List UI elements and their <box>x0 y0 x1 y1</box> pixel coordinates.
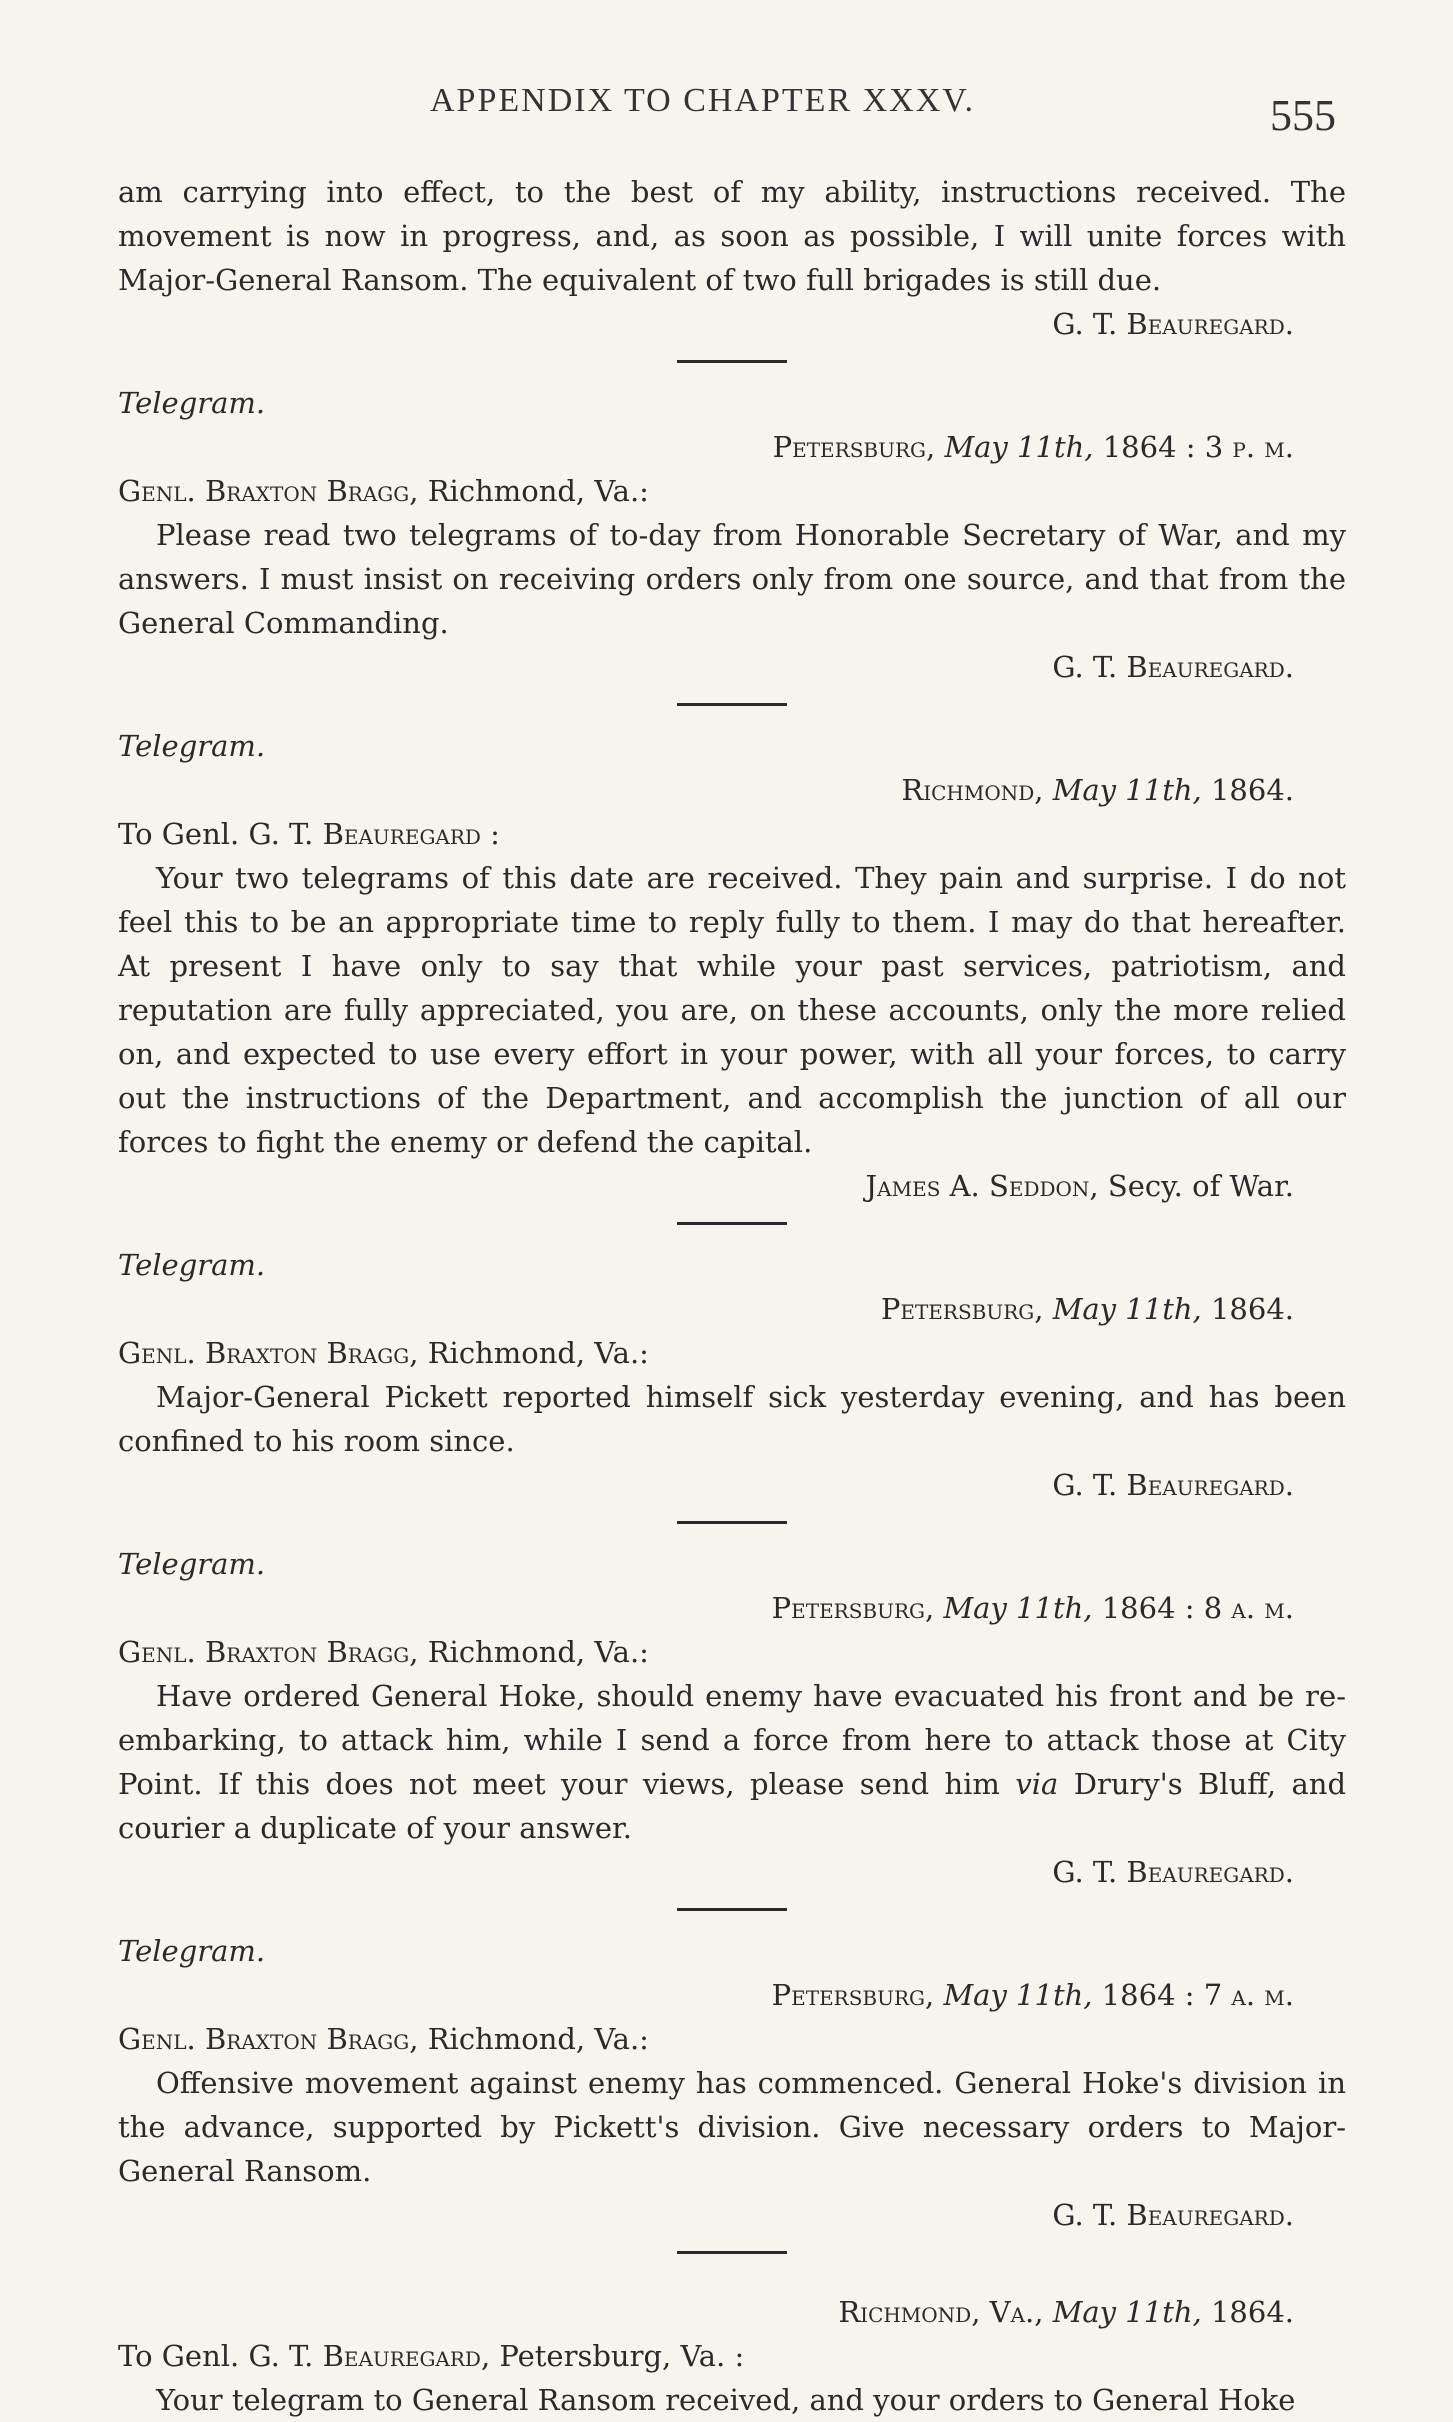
dateline-year: 1864. <box>1210 773 1294 807</box>
text-part: Drury's Bluff, and courier a duplicate of your answer. <box>118 1767 1347 1845</box>
section-divider <box>677 1222 787 1225</box>
section-divider <box>677 1908 787 1911</box>
dateline-place: Petersburg, <box>772 430 936 464</box>
telegram-addressee <box>118 2017 1346 2061</box>
addressee-name: Genl. Braxton Bragg, <box>118 474 419 508</box>
dateline-date: May 11th, <box>943 1591 1093 1625</box>
telegram-3 <box>118 1243 1346 1507</box>
dateline-date: May 11th, <box>944 430 1094 464</box>
telegram-dateline <box>118 1973 1346 2017</box>
intro-signature: G. T. Beauregard. <box>1052 307 1294 341</box>
addressee-name: Genl. Braxton Bragg, <box>118 1635 419 1669</box>
section-divider <box>677 360 787 363</box>
dateline-place: Petersburg, <box>880 1292 1044 1326</box>
addressee-place: Richmond, Va.: <box>427 2022 649 2056</box>
telegram-dateline <box>118 1586 1346 1630</box>
addressee-name: Beauregard : <box>322 817 500 851</box>
telegram-signature: G. T. Beauregard. <box>1052 1855 1294 1889</box>
dateline-year: 1864 : 3 p. m. <box>1102 430 1294 464</box>
addressee-place: Richmond, Va.: <box>427 1336 649 1370</box>
telegram-signature: G. T. Beauregard. <box>1052 1468 1294 1502</box>
telegram-signature: G. T. Beauregard. <box>1052 650 1294 684</box>
addressee-name: Beauregard, <box>322 2339 491 2373</box>
telegram-6 <box>118 2272 1346 2422</box>
section-divider <box>677 2251 787 2254</box>
dateline-year: 1864 : 7 a. m. <box>1101 1978 1294 2012</box>
telegram-text: Please read two telegrams of to-day from Honorable Secretary of War, and my answers. I must insist on receiving orders only from one source, and that from the General Commanding. <box>118 518 1346 640</box>
telegram-1 <box>118 381 1346 689</box>
dateline-date: May 11th, <box>1052 1292 1202 1326</box>
telegram-2 <box>118 724 1346 1208</box>
telegram-text <box>118 1674 1346 1850</box>
telegram-dateline <box>118 768 1346 812</box>
telegram-text: Your two telegrams of this date are received. They pain and surprise. I do not feel this to be an appropriate time to reply fully to them. I may do that hereafter. At present I have only to say that while your past services, patriotism, and reputation are fully appreciated, you are, on these accounts, only the more relied on, and expected to use every effort in your power, with all your forces, to carry out the instructions of the Department, and accomplish the junction of all our forces to fight the enemy or defend the capital. <box>118 861 1346 1159</box>
section-divider <box>677 1521 787 1524</box>
telegram-addressee <box>118 2334 1346 2378</box>
telegram-dateline <box>118 425 1346 469</box>
addressee-name: Genl. Braxton Bragg, <box>118 1336 419 1370</box>
telegram-dateline <box>118 2290 1346 2334</box>
telegram-text: Your telegram to General Ransom received, and your orders to General Hoke <box>156 2383 1296 2417</box>
text-part: Have ordered General Hoke, should enemy have evacuated his front and be re-embarking, to attack him, while I send a force from here to attack those at City Point. If this does not meet your views, please send him <box>118 1679 1346 1801</box>
intro-paragraph: am carrying into effect, to the best of my ability, instructions received. The movement is now in progress, and, as soon as possible, I will unite forces with Major-General Ransom. The equivalent of two full brigades is still due. <box>118 175 1346 297</box>
telegram-4 <box>118 1542 1346 1894</box>
telegram-5 <box>118 1929 1346 2237</box>
page-number: 555 <box>1270 91 1336 140</box>
signature-title: Secy. of War. <box>1107 1169 1294 1203</box>
text-via: via <box>1015 1767 1059 1801</box>
dateline-place: Petersburg, <box>771 1591 935 1625</box>
signature-name: James A. Seddon, <box>865 1169 1099 1203</box>
telegram-dateline <box>118 1287 1346 1331</box>
telegram-label: Telegram. <box>118 1547 266 1581</box>
dateline-place: Richmond, Va., <box>838 2295 1044 2329</box>
telegram-label: Telegram. <box>118 729 266 763</box>
addressee-prefix: To Genl. G. T. <box>118 2339 314 2373</box>
dateline-place: Richmond, <box>901 773 1044 807</box>
telegram-label: Telegram. <box>118 1934 266 1968</box>
telegram-addressee <box>118 1331 1346 1375</box>
chapter-title: APPENDIX TO CHAPTER XXXV. <box>430 82 975 119</box>
running-header <box>0 82 1453 142</box>
dateline-year: 1864. <box>1210 2295 1294 2329</box>
addressee-place: Richmond, Va.: <box>427 474 649 508</box>
addressee-place: Richmond, Va.: <box>427 1635 649 1669</box>
dateline-date: May 11th, <box>943 1978 1093 2012</box>
section-divider <box>677 703 787 706</box>
telegram-addressee <box>118 469 1346 513</box>
dateline-year: 1864. <box>1210 1292 1294 1326</box>
telegram-text: Offensive movement against enemy has commenced. General Hoke's division in the advance, supported by Pickett's division. Give necessary orders to Major-General Ransom. <box>118 2066 1346 2188</box>
telegram-addressee <box>118 1630 1346 1674</box>
telegram-addressee <box>118 812 1346 856</box>
addressee-prefix: To Genl. G. T. <box>118 817 314 851</box>
telegram-label: Telegram. <box>118 1248 266 1282</box>
dateline-date: May 11th, <box>1052 2295 1202 2329</box>
addressee-name: Genl. Braxton Bragg, <box>118 2022 419 2056</box>
telegram-text: Major-General Pickett reported himself sick yesterday evening, and has been confined to his room since. <box>118 1380 1346 1458</box>
dateline-date: May 11th, <box>1052 773 1202 807</box>
telegram-signature <box>118 1164 1346 1208</box>
dateline-year: 1864 : 8 a. m. <box>1101 1591 1294 1625</box>
dateline-place: Petersburg, <box>771 1978 935 2012</box>
telegram-signature: G. T. Beauregard. <box>1052 2198 1294 2232</box>
page-body <box>118 170 1346 2422</box>
addressee-place: Petersburg, Va. : <box>499 2339 745 2373</box>
telegram-label: Telegram. <box>118 386 266 420</box>
